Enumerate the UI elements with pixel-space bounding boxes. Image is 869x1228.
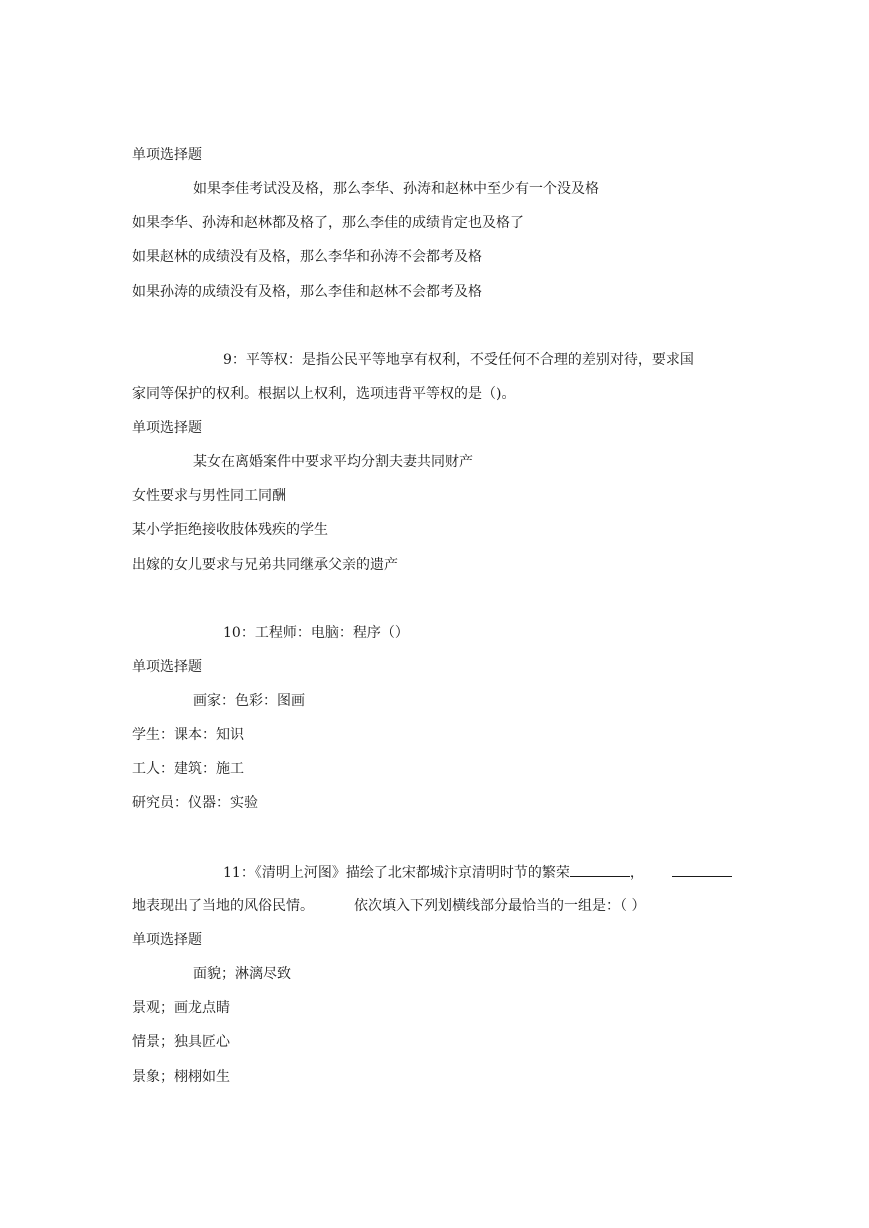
q9-option-c: 某小学拒绝接收肢体残疾的学生 bbox=[132, 522, 328, 538]
q10-option-b: 学生：课本：知识 bbox=[132, 727, 244, 743]
q11-stem-text-b: 地表现出了当地的风俗民情。 bbox=[132, 898, 314, 914]
q11-option-c: 情景；独具匠心 bbox=[132, 1034, 230, 1050]
q11-option-b: 景观；画龙点睛 bbox=[132, 1000, 230, 1016]
q11-option-d: 景象；栩栩如生 bbox=[132, 1069, 230, 1085]
q11-type-label: 单项选择题 bbox=[132, 932, 202, 948]
q11-blank-1 bbox=[570, 862, 630, 877]
q9-option-a: 某女在离婚案件中要求平均分割夫妻共同财产 bbox=[193, 454, 473, 470]
q11-option-a: 面貌；淋漓尽致 bbox=[193, 966, 291, 982]
q11-stem-line2 bbox=[132, 896, 645, 916]
q9-stem-line1: 9：平等权：是指公民平等地享有权利，不受任何不合理的差别对待，要求国 bbox=[223, 352, 694, 368]
q10-stem: 10：工程师：电脑：程序（） bbox=[223, 625, 409, 641]
q11-blank-2 bbox=[672, 862, 732, 877]
q8-option-d: 如果孙涛的成绩没有及格，那么李佳和赵林不会都考及格 bbox=[132, 284, 482, 300]
q11-stem-text-a: 11：《清明上河图》描绘了北宋都城汴京清明时节的繁荣 bbox=[223, 865, 570, 881]
q9-stem-line2: 家同等保护的权利。根据以上权利，选项违背平等权的是（)。 bbox=[132, 386, 516, 402]
q9-type-label: 单项选择题 bbox=[132, 420, 202, 436]
q8-option-a: 如果李佳考试没及格，那么李华、孙涛和赵林中至少有一个没及格 bbox=[193, 181, 599, 197]
q10-option-c: 工人：建筑：施工 bbox=[132, 761, 244, 777]
q9-option-b: 女性要求与男性同工同酬 bbox=[132, 488, 286, 504]
q8-type-label: 单项选择题 bbox=[132, 147, 202, 163]
q11-stem-comma: ， bbox=[629, 865, 644, 881]
q8-option-c: 如果赵林的成绩没有及格，那么李华和孙涛不会都考及格 bbox=[132, 249, 482, 265]
q11-stem-line1 bbox=[223, 862, 732, 882]
q11-stem-text-c: 依次填入下列划横线部分最恰当的一组是：（ ） bbox=[354, 898, 646, 914]
q10-option-a: 画家：色彩：图画 bbox=[193, 693, 305, 709]
q8-option-b: 如果李华、孙涛和赵林都及格了，那么李佳的成绩肯定也及格了 bbox=[132, 215, 524, 231]
q10-type-label: 单项选择题 bbox=[132, 659, 202, 675]
q9-option-d: 出嫁的女儿要求与兄弟共同继承父亲的遗产 bbox=[132, 557, 398, 573]
q10-option-d: 研究员：仪器：实验 bbox=[132, 795, 258, 811]
